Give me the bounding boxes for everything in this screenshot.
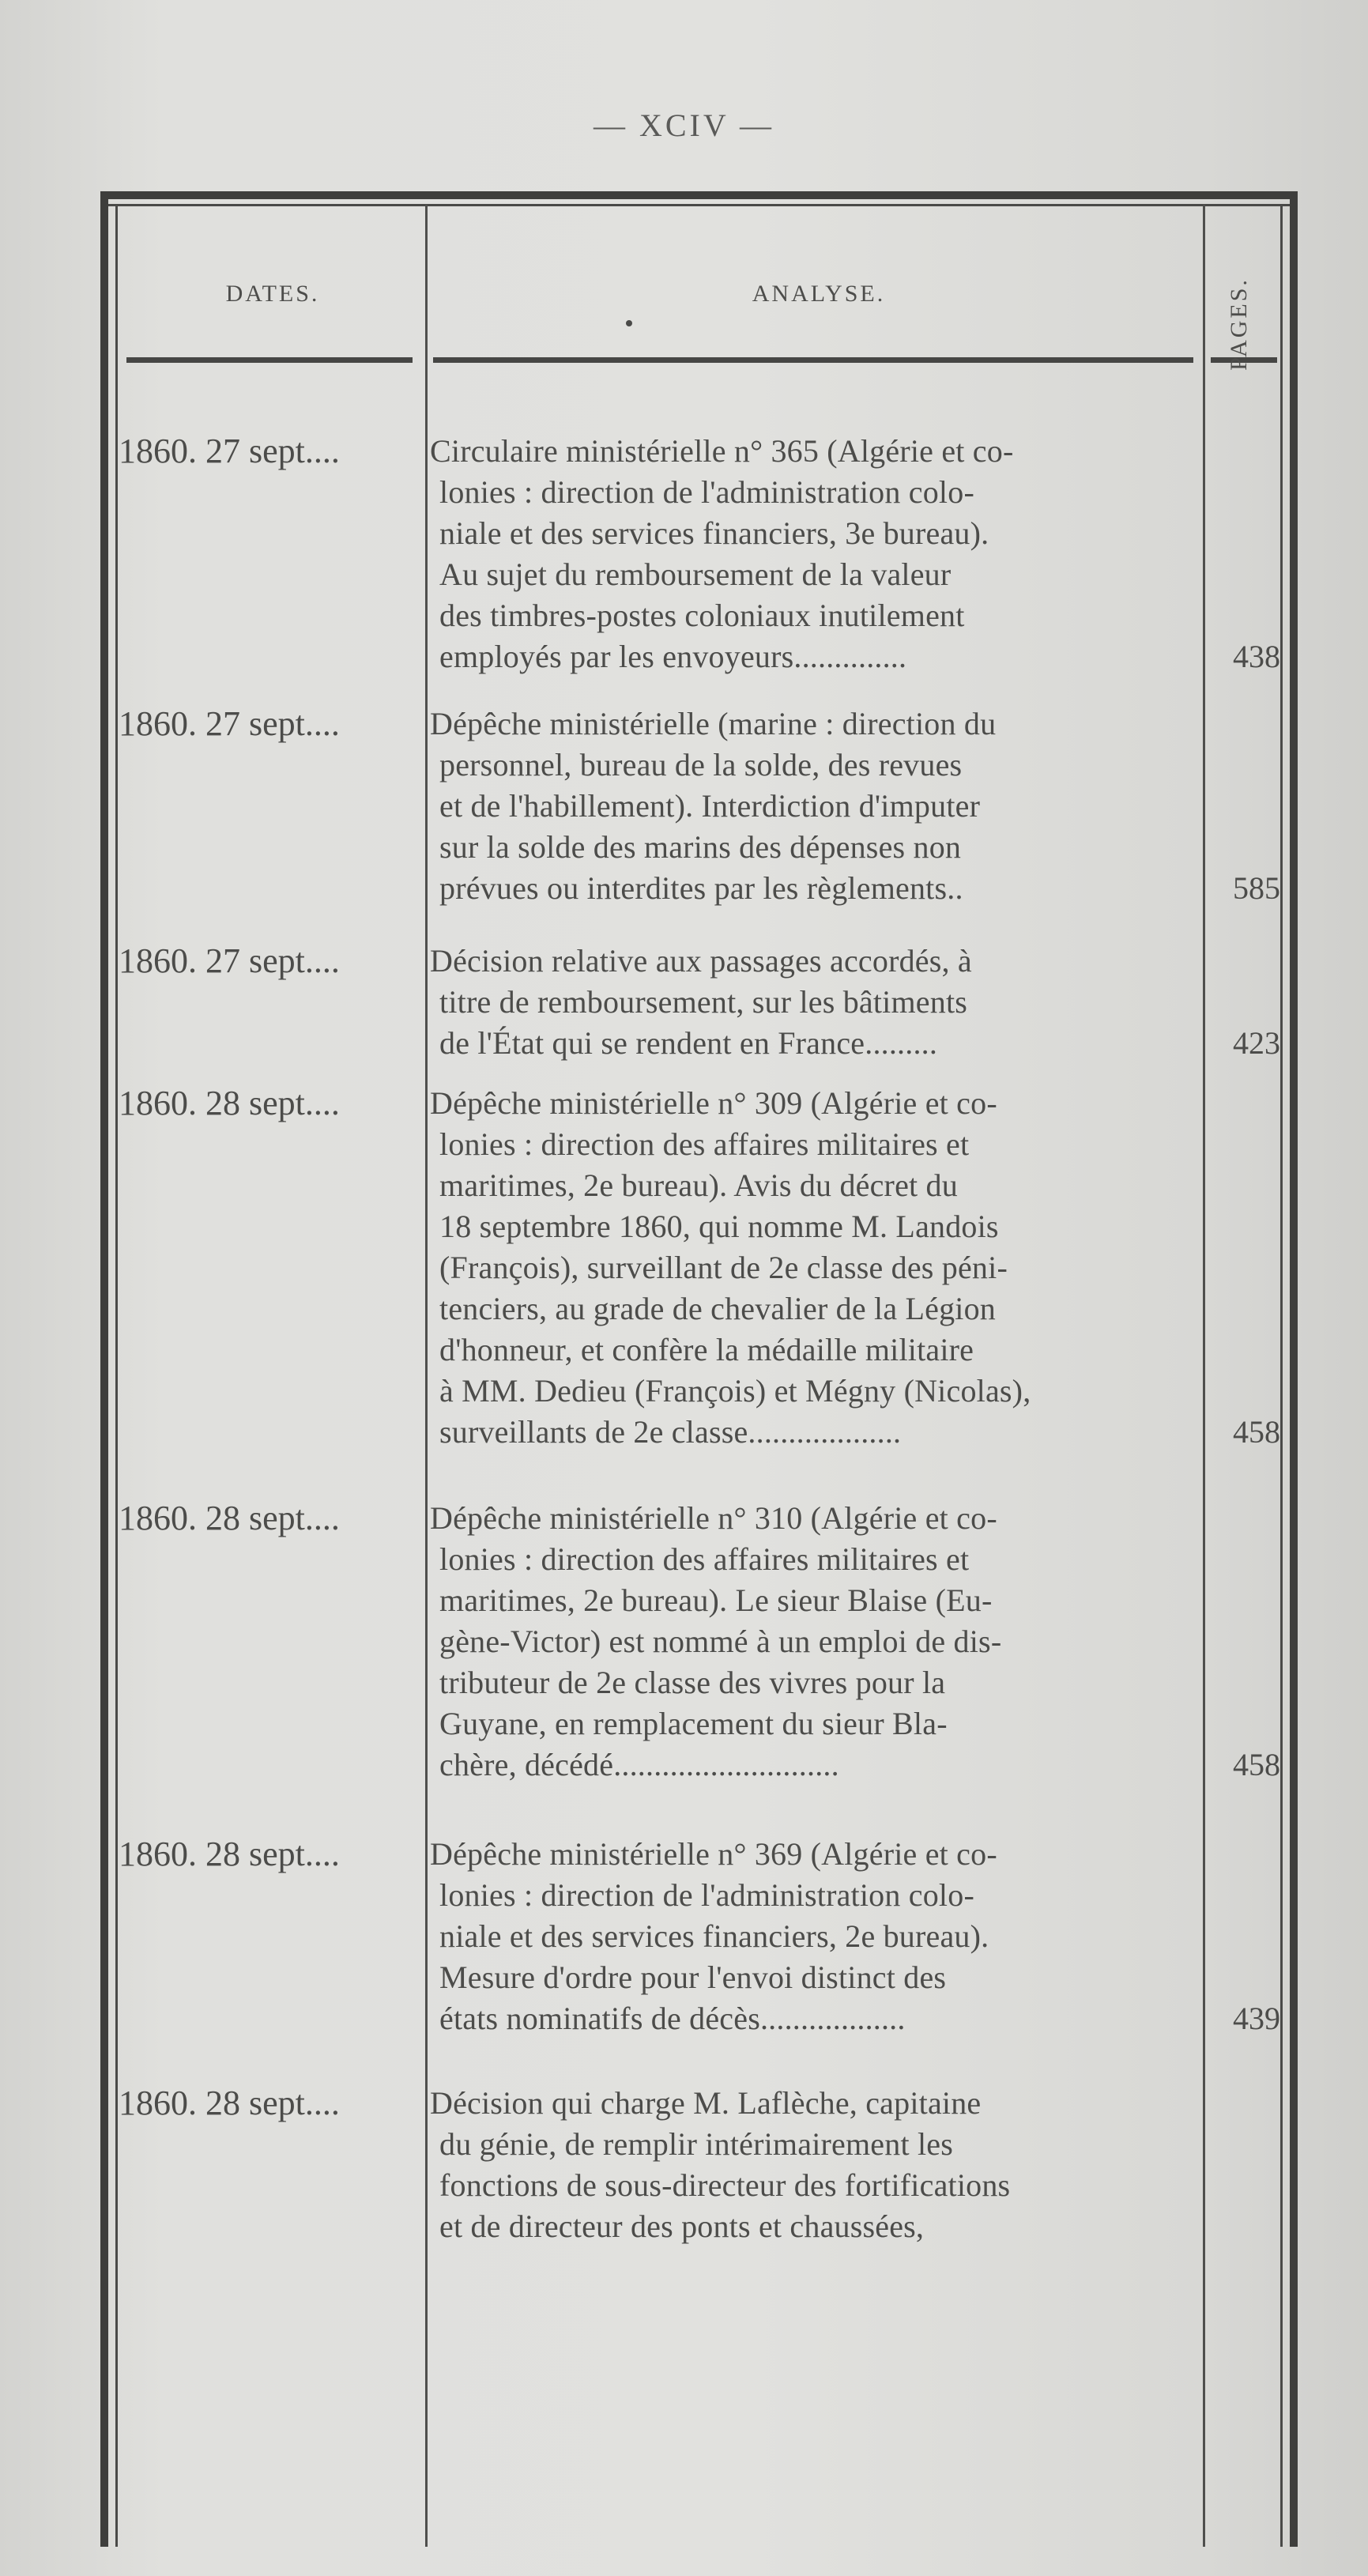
entry-analysis-line: Dépêche ministérielle (marine : direction du [430, 706, 997, 741]
ink-speck [626, 320, 632, 326]
frame-left-border [100, 191, 108, 2547]
frame-right-inner-border [1280, 204, 1283, 2547]
entry-page-number: 438 [1233, 639, 1280, 674]
frame-top-inner-border [100, 204, 1298, 206]
column-header-pages: PAGES. [1226, 277, 1252, 371]
entry-analysis-line: titre de remboursement, sur les bâtiments [439, 984, 968, 1020]
entry-analysis-line: Au sujet du remboursement de la valeur [439, 556, 952, 592]
entry-analysis-line: gène-Victor) est nommé à un emploi de dis- [439, 1624, 1002, 1659]
entry-analysis-line: fonctions de sous-directeur des fortifications [439, 2167, 1011, 2203]
entry-analysis [430, 1834, 1200, 2039]
entry-page-number: 458 [1233, 1747, 1280, 1782]
header-rule-dates [126, 357, 413, 363]
page-number: — XCIV — [593, 107, 775, 143]
entry-analysis-line: Circulaire ministérielle n° 365 (Algérie et co- [430, 433, 1014, 469]
entry-analysis-line: Dépêche ministérielle n° 310 (Algérie et co- [430, 1500, 997, 1536]
entry-page-number: 585 [1233, 870, 1280, 906]
entry-analysis-line: chère, décédé............................ [439, 1747, 839, 1782]
entry-date: 1860. 27 sept.... [119, 432, 340, 470]
entry-analysis-line: surveillants de 2e classe................... [439, 1414, 902, 1450]
entry-analysis-line: tenciers, au grade de chevalier de la Légion [439, 1291, 996, 1326]
entry-page-number: 458 [1233, 1414, 1280, 1450]
entry-date: 1860. 28 sept.... [119, 2084, 340, 2122]
frame-left-inner-border [115, 204, 118, 2547]
entry-date: 1860. 27 sept.... [119, 941, 340, 980]
entry-date: 1860. 27 sept.... [119, 704, 340, 743]
entry-analysis-line: niale et des services financiers, 3e bureau). [439, 515, 989, 551]
column-divider-dates [425, 204, 428, 2547]
entry-analysis-line: lonies : direction des affaires militaires et [439, 1126, 970, 1162]
entry-analysis [430, 431, 1200, 677]
entry-analysis [430, 703, 1200, 909]
entry-analysis [430, 1498, 1200, 1786]
entry-date: 1860. 28 sept.... [119, 1499, 340, 1537]
entry-analysis-line: maritimes, 2e bureau). Le sieur Blaise (Eu- [439, 1582, 993, 1618]
entry-analysis-line: à MM. Dedieu (François) et Mégny (Nicolas), [439, 1373, 1031, 1409]
entry-analysis-line: (François), surveillant de 2e classe des péni- [439, 1250, 1008, 1285]
entry-analysis-line: états nominatifs de décès.................. [439, 2001, 906, 2036]
entry-analysis-line: et de l'habillement). Interdiction d'imputer [439, 788, 981, 824]
entry-analysis-line: des timbres-postes coloniaux inutilement [439, 598, 965, 633]
column-divider-pages [1203, 204, 1205, 2547]
entry-analysis-line: prévues ou interdites par les règlements.. [439, 870, 963, 906]
entry-analysis [430, 2083, 1200, 2247]
entry-analysis-line: lonies : direction de l'administration colo- [439, 1877, 974, 1913]
column-header-analyse: ANALYSE. [752, 281, 886, 307]
entry-date: 1860. 28 sept.... [119, 1835, 340, 1873]
entry-analysis-line: personnel, bureau de la solde, des revues [439, 747, 963, 783]
header-rule-analyse [433, 357, 1193, 363]
entry-analysis-line: maritimes, 2e bureau). Avis du décret du [439, 1167, 958, 1203]
entry-analysis-line: de l'État qui se rendent en France......... [439, 1025, 938, 1061]
entry-analysis-line: lonies : direction des affaires militaires et [439, 1541, 970, 1577]
entry-page-number: 423 [1233, 1025, 1280, 1061]
entry-analysis [430, 941, 1200, 1064]
entry-analysis-line: d'honneur, et confère la médaille militaire [439, 1332, 974, 1367]
entry-analysis-line: sur la solde des marins des dépenses non [439, 829, 962, 865]
entry-analysis-line: Guyane, en remplacement du sieur Bla- [439, 1706, 948, 1741]
frame-right-border [1290, 191, 1298, 2547]
entry-analysis-line: Dépêche ministérielle n° 309 (Algérie et co- [430, 1085, 997, 1121]
entry-analysis-line: employés par les envoyeurs.............. [439, 639, 907, 674]
entry-page-number: 439 [1233, 2001, 1280, 2036]
entry-analysis-line: 18 septembre 1860, qui nomme M. Landois [439, 1209, 999, 1244]
entry-analysis-line: Mesure d'ordre pour l'envoi distinct des [439, 1959, 947, 1995]
entry-analysis [430, 1083, 1200, 1453]
entry-date: 1860. 28 sept.... [119, 1084, 340, 1122]
entry-analysis-line: et de directeur des ponts et chaussées, [439, 2208, 925, 2244]
frame-top-border [100, 191, 1298, 199]
entry-analysis-line: Décision relative aux passages accordés, à [430, 943, 972, 979]
entry-analysis-line: Décision qui charge M. Laflèche, capitaine [430, 2085, 982, 2121]
entry-analysis-line: du génie, de remplir intérimairement les [439, 2126, 953, 2162]
entry-analysis-line: niale et des services financiers, 2e bureau). [439, 1918, 989, 1954]
entry-analysis-line: lonies : direction de l'administration colo- [439, 474, 974, 510]
entry-analysis-line: tributeur de 2e classe des vivres pour la [439, 1665, 946, 1700]
entry-analysis-line: Dépêche ministérielle n° 369 (Algérie et co- [430, 1836, 997, 1872]
column-header-dates: DATES. [225, 281, 320, 307]
